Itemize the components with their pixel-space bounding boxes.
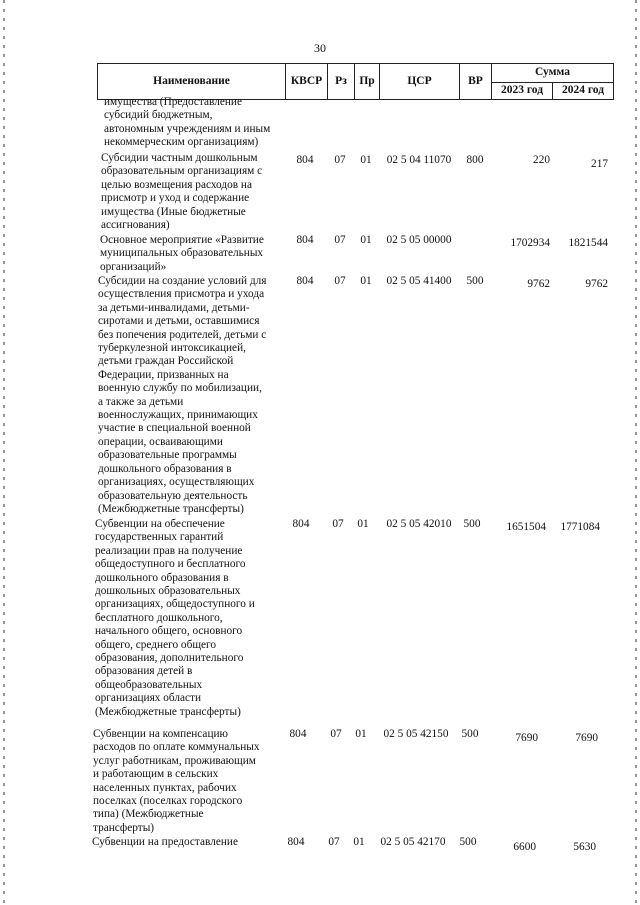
row-csr: 02 5 05 41400 <box>386 275 452 287</box>
row-kvsr: 804 <box>296 234 314 246</box>
scan-edge-left <box>3 0 5 905</box>
header-kvsr: КВСР <box>285 63 328 100</box>
row-pr: 01 <box>355 728 367 740</box>
row-sum-2024: 5630 <box>573 841 596 853</box>
row-rz: 07 <box>328 836 340 848</box>
row-pr: 01 <box>360 234 372 246</box>
row-name: Субвенции на обеспечение государственных гарантий реализации прав на получение общедоступного и бесплатного дошкольного образования в дошкольных образовательных организациях, общедоступного и бесплатного дошкольного, начального общего, основного общего, среднего общего образования, дополнительного образования детей в общеобразовательных организациях области (Межбюджетные трансферты) <box>95 518 255 718</box>
row-csr: 02 5 05 42010 <box>386 518 452 530</box>
header-pr: Пр <box>354 63 380 100</box>
row-rz: 07 <box>332 518 344 530</box>
row-name: имущества (Предоставление субсидий бюджетным, автономным учреждениям и иным некоммерческим организациям) <box>104 96 271 149</box>
row-pr: 01 <box>353 836 365 848</box>
row-rz: 07 <box>334 234 346 246</box>
row-vr: 500 <box>463 518 481 530</box>
row-csr: 02 5 04 11070 <box>386 154 452 166</box>
row-sum-2023: 6600 <box>513 841 536 853</box>
row-vr: 500 <box>466 275 484 287</box>
row-name: Субвенции на компенсацию расходов по оплате коммунальных услуг работникам, проживающим и работающим в сельских населенных пунктах, рабочих поселках (поселках городского типа) (Межбюджетные трансферты) <box>93 728 260 834</box>
row-vr: 500 <box>459 836 477 848</box>
header-vr: ВР <box>459 63 492 100</box>
row-sum-2024: 1771084 <box>560 521 600 533</box>
row-sum-2023: 1651504 <box>506 521 546 533</box>
row-csr: 02 5 05 42150 <box>383 728 449 740</box>
row-kvsr: 804 <box>296 275 314 287</box>
row-csr: 02 5 05 42170 <box>380 836 446 848</box>
header-sum: Сумма <box>491 63 614 83</box>
row-sum-2023: 1702934 <box>510 237 550 249</box>
row-kvsr: 804 <box>289 728 307 740</box>
row-pr: 01 <box>360 154 372 166</box>
header-csr: ЦСР <box>379 63 460 100</box>
row-sum-2023: 220 <box>533 154 550 166</box>
row-sum-2024: 217 <box>591 158 608 170</box>
row-kvsr: 804 <box>292 518 310 530</box>
row-sum-2023: 9762 <box>527 278 550 290</box>
row-vr: 800 <box>466 154 484 166</box>
row-pr: 01 <box>357 518 369 530</box>
row-kvsr: 804 <box>296 154 314 166</box>
row-kvsr: 804 <box>287 836 305 848</box>
row-csr: 02 5 05 00000 <box>386 234 452 246</box>
header-2024: 2024 год <box>552 82 614 100</box>
row-sum-2023: 7690 <box>515 732 538 744</box>
row-sum-2024: 7690 <box>575 732 598 744</box>
row-rz: 07 <box>334 154 346 166</box>
row-vr: 500 <box>461 728 479 740</box>
row-pr: 01 <box>360 275 372 287</box>
row-sum-2024: 9762 <box>585 278 608 290</box>
row-name: Субсидии на создание условий для осуществления присмотра и ухода за детьми-инвалидами, детьми- сиротами и детьми, оставшимися без попечения родителей, детьми с туберкулезной интоксикацией, детьми граждан Российской Федерации, призванных на военную службу по мобилизации, а также за детьми военнослужащих, принимающих участие в специальной военной операции, осваивающими образовательные программы дошкольного образования в организациях, осуществляющих образовательную деятельность (Межбюджетные трансферты) <box>98 275 267 515</box>
row-name: Основное мероприятие «Развитие муниципальных образовательных организаций» <box>100 234 264 273</box>
header-2023: 2023 год <box>491 82 553 100</box>
row-name: Субсидии частным дошкольным образовательным организациям с целью возмещения расходов на присмотр и уход и содержание имущества (Иные бюджетные ассигнования) <box>101 152 263 232</box>
scan-edge-right <box>635 0 637 905</box>
header-name: Наименование <box>97 63 286 100</box>
row-rz: 07 <box>334 275 346 287</box>
row-name: Субвенции на предоставление <box>92 836 238 848</box>
page-number: 30 <box>314 41 326 55</box>
row-rz: 07 <box>330 728 342 740</box>
row-sum-2024: 1821544 <box>568 237 608 249</box>
header-rz: Рз <box>327 63 355 100</box>
